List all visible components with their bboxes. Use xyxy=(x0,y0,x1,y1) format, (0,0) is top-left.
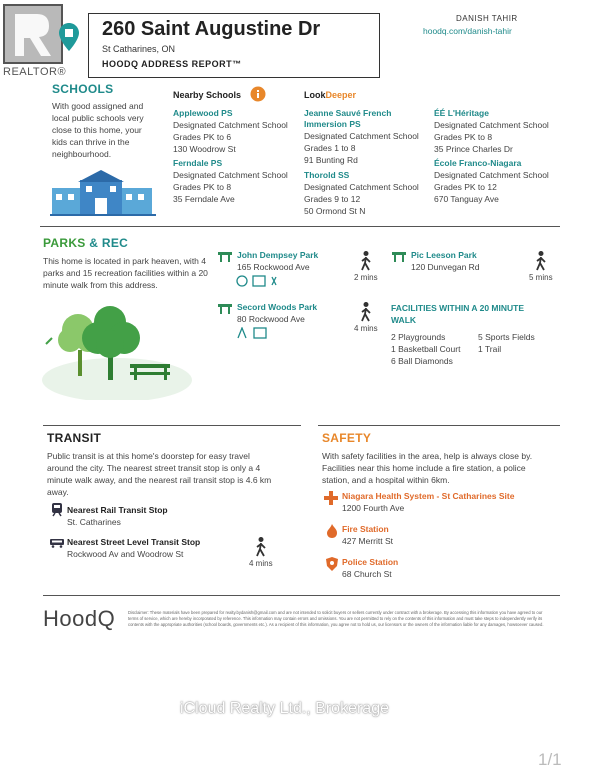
school-name[interactable]: École Franco-Niagara xyxy=(434,158,522,168)
transit-title: TRANSIT xyxy=(47,431,102,445)
school-item: Ferndale PS Designated Catchment School Grades PK to 8 35 Ferndale Ave xyxy=(173,158,298,205)
park-name[interactable]: Secord Woods Park xyxy=(237,302,318,312)
lookdeeper-logo: LookDeeper xyxy=(304,90,357,100)
property-city: St Catharines, ON xyxy=(102,44,176,54)
park-item: John Dempsey Park 165 Rockwood Ave xyxy=(237,250,319,272)
schools-title: SCHOOLS xyxy=(52,82,114,96)
park-trees-icon xyxy=(42,300,192,400)
divider xyxy=(43,425,301,426)
safety-name[interactable]: Police Station xyxy=(342,557,399,567)
walk-time: 5 mins xyxy=(529,273,553,282)
safety-item: Police Station 68 Church St xyxy=(342,557,399,579)
school-name[interactable]: Applewood PS xyxy=(173,108,233,118)
walk-time: 4 mins xyxy=(249,559,273,568)
park-name[interactable]: John Dempsey Park xyxy=(237,250,319,260)
page-indicator: 1/1 xyxy=(538,750,562,769)
walking-person-icon xyxy=(535,251,547,271)
facility-item: 5 Sports Fields xyxy=(478,332,535,342)
police-badge-icon xyxy=(326,557,338,571)
walk-time: 4 mins xyxy=(354,324,378,333)
facility-item: 1 Basketball Court xyxy=(391,344,461,354)
safety-name[interactable]: Niagara Health System - St Catharines Site xyxy=(342,491,515,501)
location-pin-icon xyxy=(58,22,80,52)
facilities-title: FACILITIES WITHIN A 20 MINUTE WALK xyxy=(391,303,525,325)
school-item: Applewood PS Designated Catchment School Grades PK to 6 130 Woodrow St xyxy=(173,108,298,155)
safety-intro: With safety facilities in the area, help is always close by. Facilities near this home include a fire station, a police station, and a hospital within 6km. xyxy=(322,451,533,485)
street-stop: Nearest Street Level Transit Stop Rockwood Av and Woodrow St xyxy=(67,537,201,559)
nearby-schools-label: Nearby Schools xyxy=(173,90,242,100)
park-bench-icon xyxy=(218,302,232,314)
school-item: ÉÉ L'Héritage Designated Catchment School Grades PK to 8 35 Prince Charles Dr xyxy=(434,108,559,155)
facility-icons xyxy=(236,327,268,339)
realtor-r-icon xyxy=(5,6,61,62)
realtor-label: REALTOR® xyxy=(3,66,67,78)
agent-name: DANISH TAHIR xyxy=(456,14,518,23)
school-name[interactable]: ÉÉ L'Héritage xyxy=(434,108,489,118)
walking-person-icon xyxy=(360,302,372,322)
rail-stop: Nearest Rail Transit Stop St. Catharines xyxy=(67,505,168,527)
bus-icon xyxy=(50,538,64,548)
divider xyxy=(40,226,560,227)
park-name[interactable]: Pic Leeson Park xyxy=(411,250,477,260)
school-item: Thorold SS Designated Catchment School Grades 9 to 12 50 Ormond St N xyxy=(304,170,429,217)
facility-icons xyxy=(236,275,282,287)
report-title: HOODQ ADDRESS REPORT™ xyxy=(102,59,242,69)
property-address: 260 Saint Augustine Dr xyxy=(102,18,321,40)
park-bench-icon xyxy=(218,250,232,262)
school-item: Jeanne Sauvé French Immersion PS Designated Catchment School Grades 1 to 8 91 Bunting Rd xyxy=(304,108,429,166)
divider xyxy=(318,425,560,426)
walking-person-icon xyxy=(255,537,267,557)
hospital-cross-icon xyxy=(324,491,338,505)
safety-item: Fire Station 427 Merritt St xyxy=(342,524,394,546)
walking-person-icon xyxy=(360,251,372,271)
train-icon xyxy=(51,503,63,517)
walk-time: 2 mins xyxy=(354,273,378,282)
facility-item: 6 Ball Diamonds xyxy=(391,356,453,366)
parks-title: PARKS & REC xyxy=(43,236,129,250)
info-icon[interactable] xyxy=(250,86,266,102)
hoodq-logo: HoodQ xyxy=(43,606,116,631)
schools-intro: With good assigned and local public schools very close to this home, your kids can thrive in the neighbourhood. xyxy=(52,101,144,159)
parks-intro: This home is located in park heaven, with 4 parks and 15 recreation facilities within a 20 minute walk from this address. xyxy=(43,256,208,290)
safety-title: SAFETY xyxy=(322,431,372,445)
brokerage-watermark: iCloud Realty Ltd., Brokerage xyxy=(180,700,389,717)
park-item: Pic Leeson Park 120 Dunvegan Rd xyxy=(411,250,480,272)
agent-link[interactable]: hoodq.com/danish-tahir xyxy=(423,26,512,36)
facility-item: 2 Playgrounds xyxy=(391,332,446,342)
safety-name[interactable]: Fire Station xyxy=(342,524,389,534)
school-name[interactable]: Ferndale PS xyxy=(173,158,223,168)
fire-icon xyxy=(326,524,338,538)
divider xyxy=(43,595,560,596)
park-bench-icon xyxy=(392,250,406,262)
school-name[interactable]: Thorold SS xyxy=(304,170,350,180)
facility-item: 1 Trail xyxy=(478,344,502,354)
school-building-icon xyxy=(50,168,156,216)
disclaimer: Disclaimer: These materials have been prepared for realty.bydanish@gmail.com and are not intended to solicit buyers or sellers currently under contract with a brokerage. By accessing this information you have agreed to our terms of service, which are hereby incorporated by reference. This information may contain errors and omissions. You are not permitted to rely on the contents of this information and must take steps to independently verify its contents with the appropriate authorities (school boards, governments etc.). As a recipient of this information, you agree not to hold us, our licensors or the owners of the information liable for any damages, howsoever caused. xyxy=(128,610,544,627)
park-item: Secord Woods Park 80 Rockwood Ave xyxy=(237,302,318,324)
realtor-logo xyxy=(0,0,72,80)
safety-item: Niagara Health System - St Catharines Site 1200 Fourth Ave xyxy=(342,491,515,513)
transit-intro: Public transit is at this home's doorstep for easy travel around the city. The nearest street transit stop is only a 4 minute walk away, and the nearest rail transit stop is 4.6 km away. xyxy=(47,451,272,497)
school-item: École Franco-Niagara Designated Catchment School Grades PK to 12 670 Tanguay Ave xyxy=(434,158,559,205)
school-name[interactable]: Jeanne Sauvé French Immersion PS xyxy=(304,108,392,129)
